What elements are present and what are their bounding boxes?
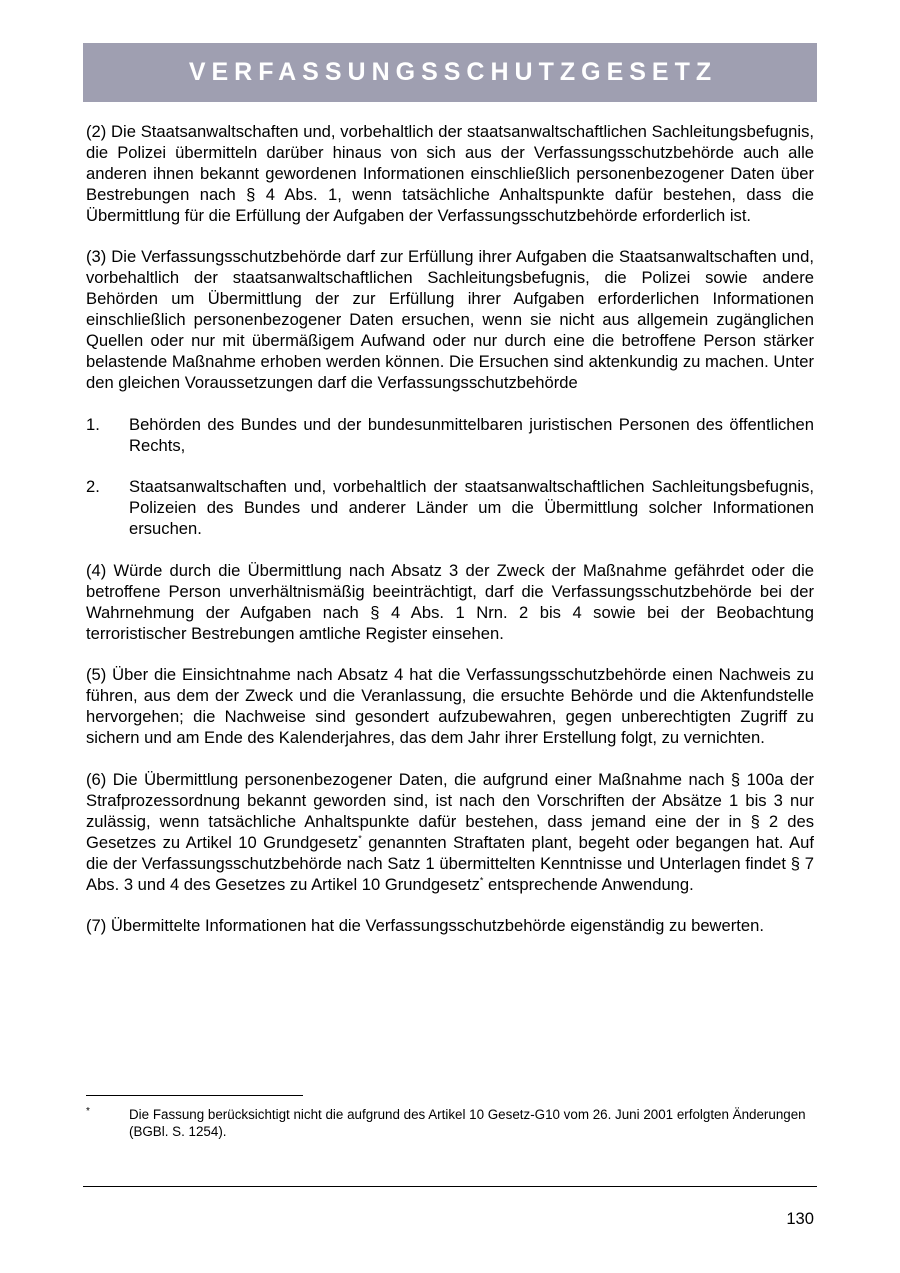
page-number: 130: [786, 1209, 814, 1228]
footnote-text: Die Fassung berücksichtigt nicht die aufgrund des Artikel 10 Gesetz-G10 vom 26. Juni 2001 erfolgten Änderungen (BGBl. S. 1254).: [129, 1107, 806, 1139]
list-item: [86, 415, 814, 457]
paragraph-6-part-1: (6) Die Übermittlung personenbezogener Daten, die aufgrund einer Maßnahme nach § 100a der Strafprozessordnung bekannt geworden sind, ist nach den Vorschriften der Absätze 1 bis 3 nur zulässig, wenn tatsächliche Anhaltspunkte dafür bestehen, dass jemand eine der in § 2 des Gesetzes zu Artikel 10 Grundgesetz: [86, 770, 814, 852]
paragraph-5: (5) Über die Einsichtnahme nach Absatz 4 hat die Verfassungsschutzbehörde einen Nachweis zu führen, aus dem der Zweck und die Veranlassung, die ersuchte Behörde und die Aktenfundstelle hervorgehen; die Nachweise sind gesondert aufzubewahren, gegen unberechtigten Zugriff zu sichern und am Ende des Kalenderjahres, das dem Jahr ihrer Erstellung folgt, zu vernichten.: [86, 665, 814, 748]
numbered-list: [86, 415, 814, 540]
list-item-text: Behörden des Bundes und der bundesunmittelbaren juristischen Personen des öffentlichen Rechts,: [129, 414, 814, 455]
document-body: [86, 122, 814, 958]
paragraph-6-part-2: genannten Straftaten plant, begeht oder begangen hat. Auf die der Verfassungsschutzbehörde nach Satz 1 übermittelten Kenntnisse und Unterlagen findet § 7 Abs. 3 und 4 des Gesetzes zu Artikel 10 Grundgesetz: [86, 832, 815, 894]
footer-divider: [83, 1186, 817, 1187]
footnote-marker: *: [86, 1106, 90, 1117]
footnote-reference: *: [358, 833, 362, 844]
header-band: [83, 43, 817, 102]
paragraph-4: (4) Würde durch die Übermittlung nach Absatz 3 der Zweck der Maßnahme gefährdet oder die betroffene Person unverhältnismäßig beeinträchtigt, darf die Verfassungsschutzbehörde bei der Wahrnehmung der Aufgaben nach § 4 Abs. 1 Nrn. 2 bis 4 sowie bei der Beobachtung terroristischer Bestrebungen amtliche Register einsehen.: [86, 560, 814, 643]
paragraph-6-part-3: entsprechende Anwendung.: [483, 874, 694, 894]
paragraph-2: (2) Die Staatsanwaltschaften und, vorbehaltlich der staatsanwaltschaftlichen Sachleitungsbefugnis, die Polizei übermitteln darüber hinaus von sich aus der Verfassungsschutzbehörde auch alle anderen ihnen bekannt gewordenen Informationen einschließlich personenbezogener Daten über Bestrebungen nach § 4 Abs. 1, wenn tatsächliche Anhaltspunkte dafür bestehen, dass die Übermittlung für die Erfüllung der Aufgaben der Verfassungsschutzbehörde erforderlich ist.: [86, 122, 814, 225]
paragraph-6: [86, 770, 814, 895]
footnote-reference: *: [479, 875, 484, 885]
footnote: [86, 1106, 814, 1140]
list-item-number: 1.: [86, 414, 100, 434]
page-title: VERFASSUNGSSCHUTZGESETZ: [188, 58, 718, 86]
footnote-divider: [86, 1095, 303, 1096]
paragraph-3: (3) Die Verfassungsschutzbehörde darf zur Erfüllung ihrer Aufgaben die Staatsanwaltschaften und, vorbehaltlich der staatsanwaltschaftlichen Sachleitungsbefugnis, die Polizei sowie andere Behörden um Übermittlung der zur Erfüllung ihrer Aufgaben erforderlichen Informationen einschließlich personenbezogener Daten ersuchen, wenn sie nicht aus allgemein zugänglichen Quellen oder nur mit übermäßigem Aufwand oder nur durch eine die betroffene Person stärker belastende Maßnahme erhoben werden können. Die Ersuchen sind aktenkundig zu machen. Unter den gleichen Voraussetzungen darf die Verfassungsschutzbehörde: [86, 247, 814, 392]
list-item-number: 2.: [86, 477, 100, 497]
list-item-text: Staatsanwaltschaften und, vorbehaltlich der staatsanwaltschaftlichen Sachleitungsbefugnis, Polizeien des Bundes und anderer Länder um die Übermittlung solcher Informationen ersuchen.: [129, 477, 814, 539]
paragraph-7: (7) Übermittelte Informationen hat die Verfassungsschutzbehörde eigenständig zu bewerten.: [86, 916, 764, 936]
list-item: [86, 477, 814, 540]
